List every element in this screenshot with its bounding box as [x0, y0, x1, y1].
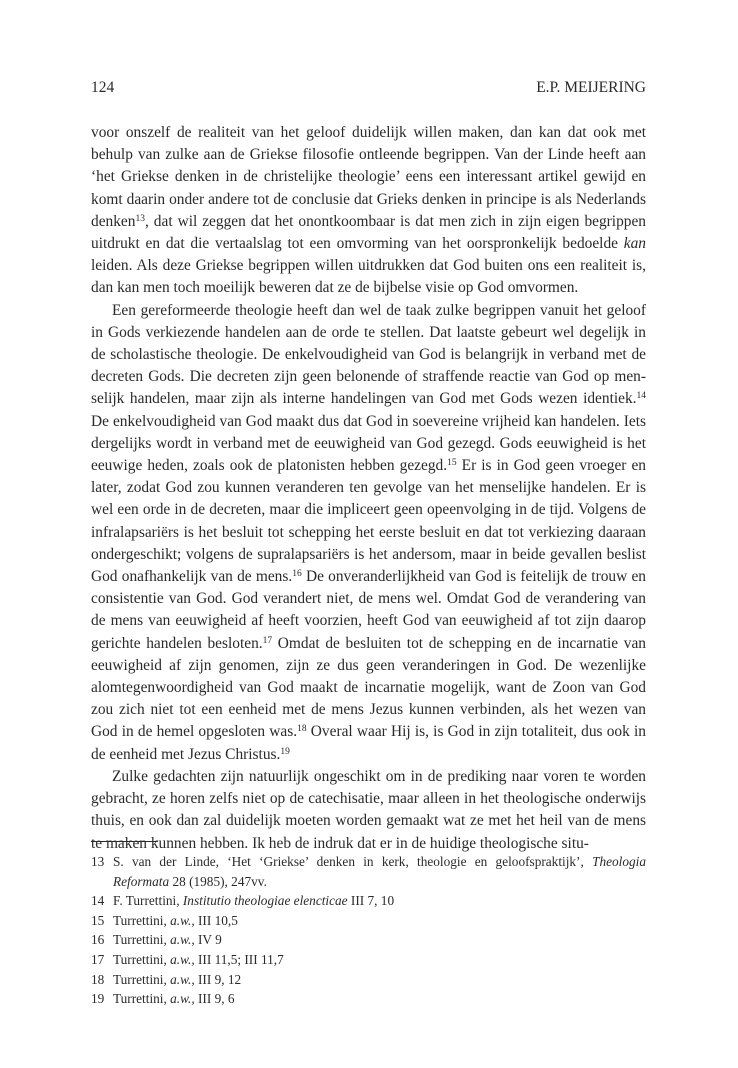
footnote-text	[113, 950, 646, 970]
footnote-reference: 15	[447, 458, 457, 469]
text-run: Omdat de besluiten tot de schepping en de incarnatie van eeuwigheid af zijn genomen, zijn ze dus geen veranderingen in God. De wezenlijke alomtegenwoordigheid van God maakt de incarnatie mogelijk, want de Zoon van God zou zich niet tot een eenheid met de mens Jezus kunnen verbinden, als het wezen van God in de hemel opgesloten was.	[91, 634, 646, 741]
text-run: III 11,5; III 11,7	[194, 951, 284, 967]
footnote-reference: 17	[262, 635, 273, 646]
footnote-reference: 18	[297, 724, 307, 735]
footnote-reference: 13	[135, 213, 145, 224]
footnote-reference: 19	[280, 746, 290, 757]
text-run: , dat wil zeggen dat het onontkoombaar is dat men zich in zijn eigen begrippen uitdrukt en dat die vertaalslag tot een omvorming van het oorspronkelijk bedoelde	[91, 212, 646, 253]
text-run: III 10,5	[194, 912, 238, 928]
text-run: Er is in God geen vroeger en later, zodat God zou kunnen veranderen ten gevolge van het menselijke handelen. Er is wel een orde in de decreten, maar die impliceert geen opeenvolging in de tijd. Volgens de infralapsariërs is het besluit tot schepping het eerste besluit en dat tot verkiezing daaraan ondergeschikt; volgens de supralapsariërs is het andersom, maar in beide gevallen beslist God onafhankelijk van de mens.	[91, 457, 647, 586]
footnote-number: 13	[91, 854, 105, 869]
italic-text: kan	[623, 235, 646, 253]
text-run: III 9, 6	[194, 991, 235, 1007]
italic-text: a.w.,	[170, 932, 195, 948]
footnote-number: 19	[91, 991, 105, 1007]
text-run: Turrettini,	[113, 912, 171, 928]
footnote	[91, 970, 646, 990]
footnote	[91, 989, 646, 1009]
text-run: Turrettini,	[113, 991, 171, 1007]
text-run: De onveranderlijkheid van God is feitelijk de trouw en consistentie van God. God verandert niet, de mens wel. Omdat God de verandering van de mens van eeuwigheid af heeft voorzien, heeft God van eeuwigheid af tot zijn daarop gerichte handelen besloten.	[91, 568, 646, 652]
body-text	[91, 122, 646, 855]
running-title: E.P. MEIJERING	[536, 79, 646, 96]
text-run: F. Turrettini,	[113, 893, 183, 909]
text-run: leiden. Als deze Griekse begrippen willen uitdrukken dat God buiten ons een realiteit is, dan kan men toch moeilijk beweren dat ze de bijbelse visie op God omvormen.	[91, 257, 646, 297]
text-run: III 7, 10	[347, 893, 395, 909]
footnote	[91, 911, 646, 931]
footnote-text	[113, 911, 646, 931]
footnote-text	[113, 970, 646, 990]
footnote-number: 15	[91, 912, 105, 928]
footnote	[91, 930, 646, 950]
footnote	[91, 891, 646, 911]
footnote-text	[113, 852, 646, 891]
footnotes	[91, 852, 646, 1009]
text-run: Zulke gedachten zijn natuurlijk ongeschikt om in de prediking naar voren te worden gebracht, ze horen zelfs niet op de catechisatie, maar alleen in het theologische onderwijs thuis, en ook dan zal duidelijk moeten worden gemaakt wat ze met het heil van de mens te maken kunnen hebben. Ik heb de indruk dat er in de huidige theologische situ-	[91, 767, 646, 852]
footnote-number: 14	[91, 893, 105, 909]
footnote-reference: 16	[292, 569, 302, 580]
text-run: De enkelvoudigheid van God maakt dus dat God in soevereine vrijheid kan handelen. Iets dergelijks wordt in verband met de eeuwigheid van God gezegd. Gods eeuwigheid is het eeuwige heden, zoals ook de platonisten hebben gezegd.	[91, 412, 646, 475]
paragraph	[91, 300, 646, 766]
italic-text: a.w.,	[170, 912, 195, 928]
text-run: Turrettini,	[113, 971, 171, 987]
page-number: 124	[91, 79, 115, 96]
footnote	[91, 852, 646, 891]
paragraph	[91, 122, 646, 300]
footnote-divider	[91, 841, 158, 842]
italic-text: Institutio theologiae elencticae	[182, 893, 348, 909]
footnote-reference: 14	[636, 391, 646, 402]
text-run: Turrettini,	[113, 951, 171, 967]
footnote-text	[113, 891, 646, 911]
footnote-text	[113, 989, 646, 1009]
italic-text: a.w.,	[170, 971, 195, 987]
footnote-text	[113, 930, 646, 950]
text-run: S. van der Linde, ‘Het ‘Griekse’ denken in kerk, theologie en geloofspraktijk’,	[113, 854, 593, 869]
paragraph	[91, 766, 646, 855]
italic-text: a.w.,	[170, 951, 195, 967]
text-run: 28 (1985), 247vv.	[169, 873, 267, 889]
footnote-number: 17	[91, 951, 105, 967]
running-header	[91, 79, 646, 97]
footnote-number: 18	[91, 971, 105, 987]
text-run: IV 9	[194, 932, 222, 948]
text-run: III 9, 12	[194, 971, 242, 987]
text-run: Turrettini,	[113, 932, 171, 948]
text-run: Een gereformeerde theologie heeft dan wel de taak zulke begrippen vanuit het geloof in Gods verkiezende handelen aan de orde te stellen. Dat laatste gebeurt wel degelijk in de scholastische theologie. De enkelvoudigheid van God is belangrijk in verband met de decreten Gods. Die decreten zijn geen belonende of straffende reactie van God op menselijk handelen, maar zijn als interne handelingen van God met Gods wezen identiek.	[91, 301, 646, 408]
italic-text: a.w.,	[170, 991, 195, 1007]
text-run: voor onszelf de realiteit van het geloof duidelijk willen maken, dan kan dat ook met behulp van zulke aan de Griekse filosofie ontleende begrippen. Van der Linde heeft aan ‘het Griekse denken in de christelijke theologie’ eens een interessant artikel gewijd en komt daarin onder andere tot de conclusie dat Grieks denken in principe is als Nederlands denken	[91, 124, 646, 230]
italic-text: Theologia Reformata	[113, 854, 646, 889]
footnote	[91, 950, 646, 970]
footnote-number: 16	[91, 932, 105, 948]
text-run: Overal waar Hij is, is God in zijn totaliteit, dus ook in de eenheid met Jezus Christus.	[91, 723, 646, 763]
